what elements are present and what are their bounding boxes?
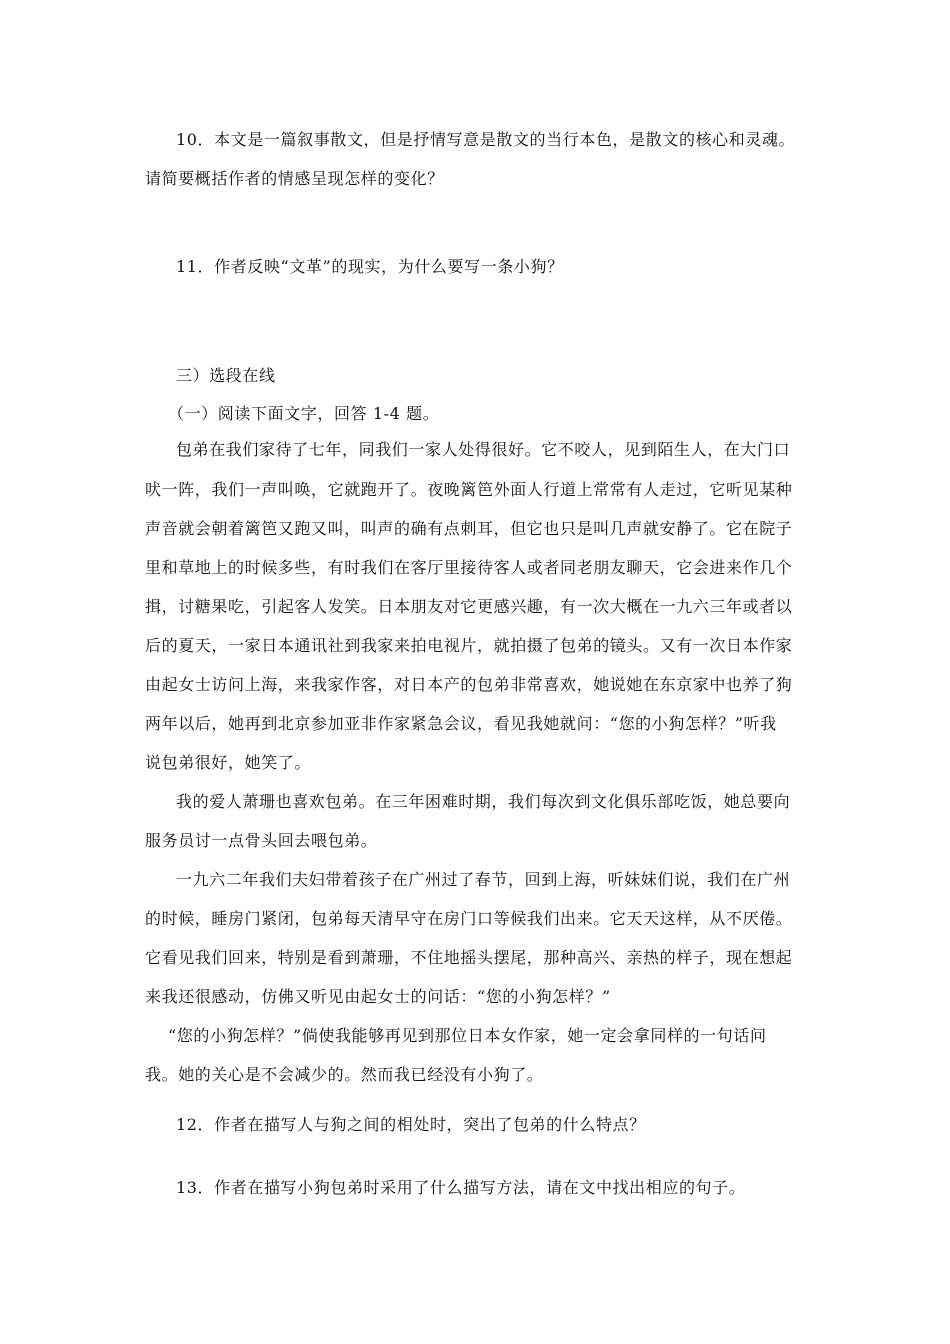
- section-heading: 三）选段在线: [176, 366, 276, 385]
- passage-p4-line: “您的小狗怎样？”倘使我能够再见到那位日本女作家，她一定会拿同样的一句话问: [168, 1026, 767, 1045]
- question-12: 12．作者在描写人与狗之间的相处时，突出了包弟的什么特点？: [176, 1115, 646, 1134]
- passage-p1-line: 后的夏天，一家日本通讯社到我家来拍电视片，就拍摄了包弟的镜头。又有一次日本作家: [145, 636, 793, 655]
- passage-p3-line: 一九六二年我们夫妇带着孩子在广州过了春节，回到上海，听妹妹们说，我们在广州: [176, 870, 791, 889]
- passage-p1-line: 说包弟很好，她笑了。: [145, 753, 312, 772]
- passage-p2-line: 我的爱人萧珊也喜欢包弟。在三年困难时期，我们每次到文化俱乐部吃饭，她总要向: [176, 792, 791, 811]
- section-subheading: （一）阅读下面文字，回答 1-4 题。: [168, 404, 440, 423]
- question-10-line-2: 请简要概括作者的情感呈现怎样的变化？: [145, 169, 444, 188]
- passage-p1-line: 里和草地上的时候多些，有时我们在客厅里接待客人或者同老朋友聊天，它会进来作几个: [145, 558, 793, 577]
- passage-p4-line: 我。她的关心是不会减少的。然而我已经没有小狗了。: [145, 1065, 544, 1084]
- passage-p3-line: 它看见我们回来，特别是看到萧珊，不住地摇头摆尾，那种高兴、亲热的样子，现在想起: [145, 948, 793, 967]
- passage-p1-line: 揖，讨糖果吃，引起客人发笑。日本朋友对它更感兴趣，有一次大概在一九六三年或者以: [145, 597, 793, 616]
- passage-p3-line: 来我还很感动，仿佛又听见由起女士的问话：“您的小狗怎样？”: [145, 987, 611, 1006]
- passage-p1-line: 包弟在我们家待了七年，同我们一家人处得很好。它不咬人，见到陌生人，在大门口: [176, 440, 791, 459]
- passage-p1-line: 吠一阵，我们一声叫唤，它就跑开了。夜晚篱笆外面人行道上常常有人走过，它听见某种: [145, 480, 793, 499]
- passage-p2-line: 服务员讨一点骨头回去喂包弟。: [145, 831, 378, 850]
- passage-p1-line: 声音就会朝着篱笆又跑又叫，叫声的确有点刺耳，但它也只是叫几声就安静了。它在院子: [145, 519, 793, 538]
- passage-p1-line: 由起女士访问上海，来我家作客，对日本产的包弟非常喜欢，她说她在东京家中也养了狗: [145, 675, 793, 694]
- question-11: 11．作者反映“文革”的现实，为什么要写一条小狗？: [176, 257, 564, 276]
- question-10-line-1: 10．本文是一篇叙事散文，但是抒情写意是散文的当行本色，是散文的核心和灵魂。: [176, 130, 796, 149]
- question-13: 13．作者在描写小狗包弟时采用了什么描写方法，请在文中找出相应的句子。: [176, 1178, 746, 1197]
- passage-p1-line: 两年以后，她再到北京参加亚非作家紧急会议，看见我她就问：“您的小狗怎样？”听我: [145, 714, 777, 733]
- passage-p3-line: 的时候，睡房门紧闭，包弟每天清早守在房门口等候我们出来。它天天这样，从不厌倦。: [145, 909, 793, 928]
